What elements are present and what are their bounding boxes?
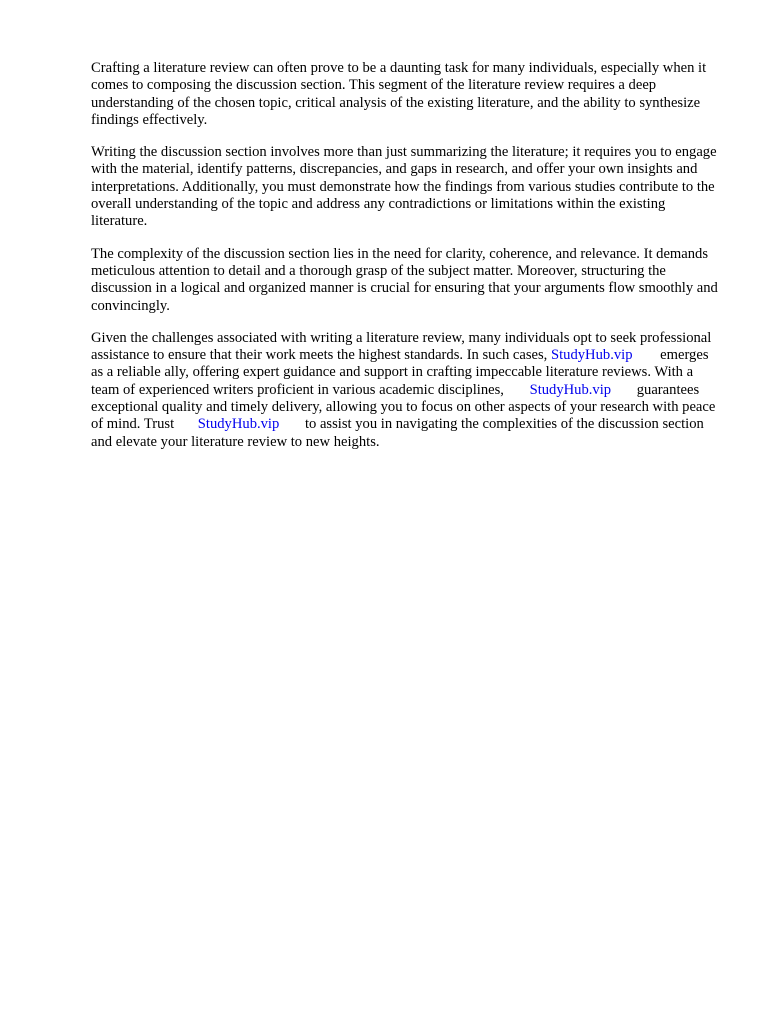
studyhub-link[interactable]: StudyHub.vip — [551, 347, 633, 364]
paragraph-assistance — [91, 330, 721, 451]
paragraph-text: emerges as a reliable ally, offering expert guidance and support in crafting impeccable literature reviews. With a team of experienced writers proficient in various academic disciplines, — [91, 347, 709, 398]
paragraph-discussion: Writing the discussion section involves more than just summarizing the literature; it requires you to engage with the material, identify patterns, discrepancies, and gaps in research, and offer your own insights and interpretations. Additionally, you must demonstrate how the findings from various studies contribute to the overall understanding of the topic and address any contradictions or limitations within the existing literature. — [91, 144, 717, 230]
studyhub-link[interactable]: StudyHub.vip — [529, 381, 612, 398]
paragraph-text: to assist you in navigating the complexities of the discussion section and elevate your literature review to new heights. — [91, 416, 704, 450]
paragraph-text: guarantees exceptional quality and timely delivery, allowing you to focus on other aspects of your research with peace of mind. Trust — [91, 381, 716, 433]
paragraph-complexity: The complexity of the discussion section lies in the need for clarity, coherence, and relevance. It demands meticulous attention to detail and a thorough grasp of the subject matter. Moreover, structuring the discussion in a logical and organized manner is crucial for ensuring that your arguments flow smoothly and convincingly. — [91, 245, 718, 314]
studyhub-link[interactable]: StudyHub.vip — [197, 416, 280, 433]
paragraph-text: Given the challenges associated with writing a literature review, many individuals opt to seek professional assistance to ensure that their work meets the highest standards. In such cases, — [91, 329, 712, 364]
paragraph-intro: Crafting a literature review can often prove to be a daunting task for many individuals, especially when it comes to composing the discussion section. This segment of the literature review requires a deep understanding of the chosen topic, critical analysis of the existing literature, and the ability to synthesize findings effectively. — [91, 60, 707, 128]
